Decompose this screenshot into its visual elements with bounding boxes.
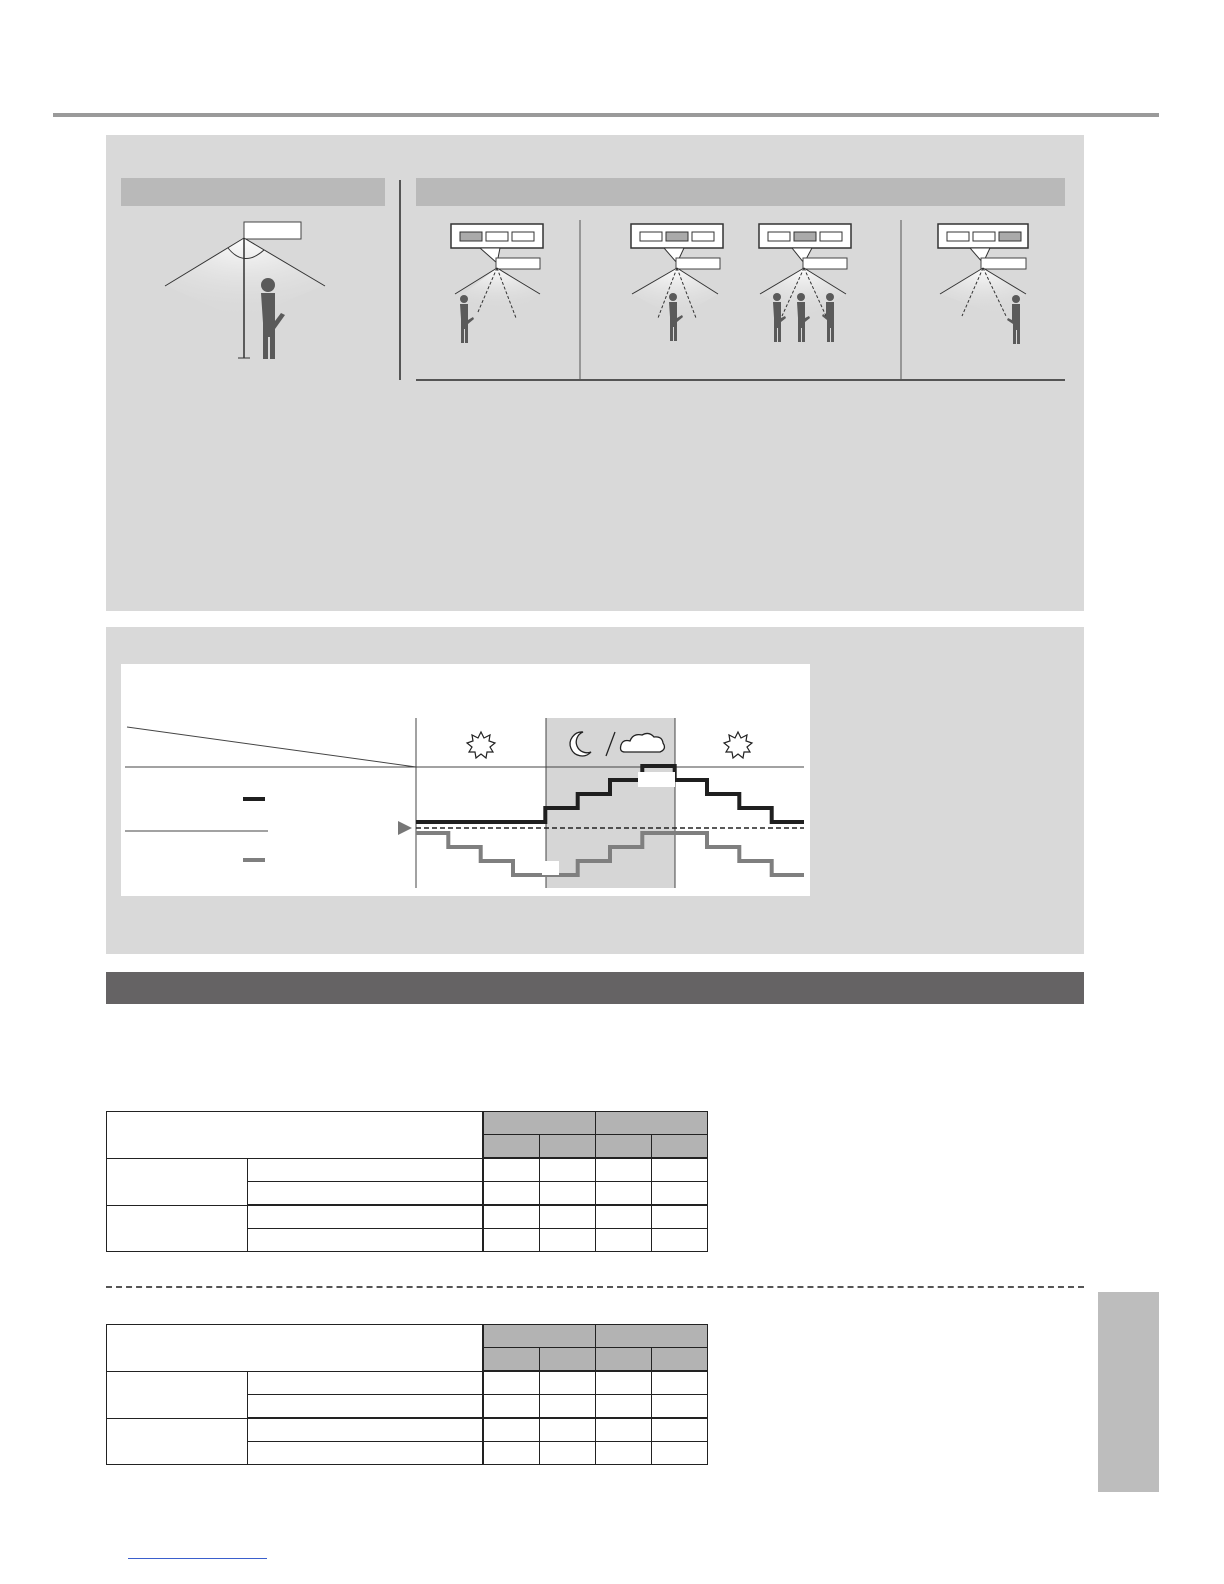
table-row: [107, 1371, 708, 1395]
legend-swatch-dark: [243, 797, 265, 801]
label-box-upper: [638, 772, 675, 787]
header-diagonal: [127, 727, 416, 767]
table-row: [107, 1325, 708, 1348]
legend-swatch-gray: [243, 858, 265, 862]
sensor-illustrations: [0, 0, 1224, 640]
ceiling-unit-sensor-cone-icon: [165, 222, 325, 359]
table-row: [107, 1205, 708, 1229]
table-row: [107, 1418, 708, 1442]
section-header-bar: [106, 972, 1084, 1004]
three-persons-icon: [759, 224, 851, 342]
table-row: [107, 1158, 708, 1182]
sun-icon: [724, 732, 752, 758]
spec-table-2: [106, 1324, 708, 1465]
chapter-side-tab[interactable]: [1098, 1292, 1159, 1492]
person-center-icon: [631, 224, 723, 341]
footer-link-underline[interactable]: [128, 1558, 267, 1559]
dashed-separator: [106, 1286, 1084, 1288]
table-row: [107, 1112, 708, 1135]
triangle-marker-icon: [398, 821, 412, 835]
sun-icon: [467, 732, 495, 758]
label-box-lower: [542, 861, 559, 875]
person-left-icon: [451, 224, 543, 343]
person-right-icon: [938, 224, 1028, 344]
spec-table-1: [106, 1111, 708, 1252]
temperature-chart: [121, 664, 810, 896]
